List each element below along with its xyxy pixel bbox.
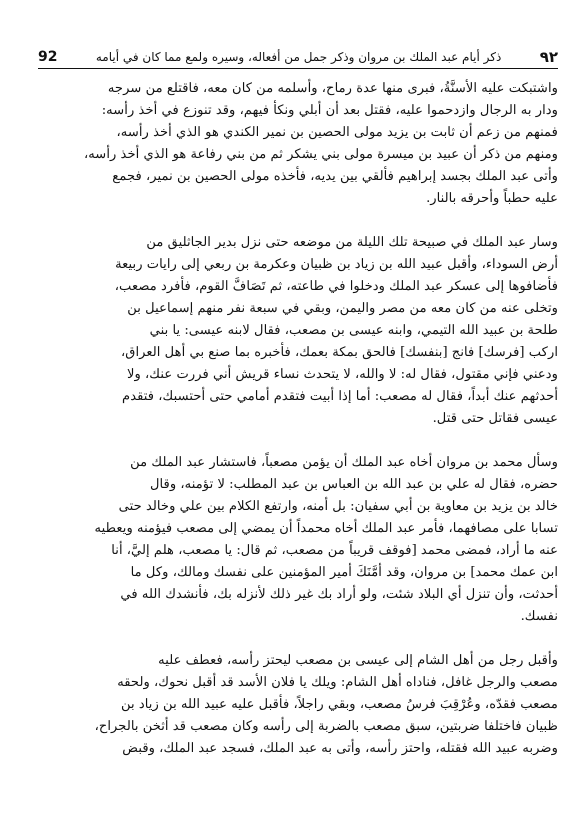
paragraph: وسأل محمد بن مروان أخاه عبد الملك أن يؤمن مصعباً، فاستشار عبد الملك من حضره، فقال له علي بن عبد الله بن العباس بن عبد المطلب: لا تؤمنه، وقال خالد بن يزيد بن معاوية بن أبي سفيان: بل أمنه، وارتفع الكلام بين علي وخالد حتى تسابا على مصافهما، فأمر عبد الملك أخاه محمداً أن يمضي إلى مصعب فيؤمنه ويعطيه عنه ما أراد، فمضى محمد [فوقف قريباً من مصعب، ثم قال: يا مصعب، هلم إليَّ، أنا ابن عمك محمد] بن مروان، وقد أمَّنَكَ أمير المؤمنين على نفسك ومالك، وكل ما أحدثت، وأن تنزل أي البلاد شئت، ولو أراد بك غير ذلك لأنزله بك، فأنشدك الله في نفسك. xyxy=(94,455,558,624)
paragraph: وسار عبد الملك في صبيحة تلك الليلة من موضعه حتى نزل بدير الجاثليق من أرض السوداء، وأقبل عبيد الله بن زياد بن ظبيان وعكرمة بن ربعي إلى رايات ربيعة فأضافوها إلى عسكر عبد الملك ودخلوا في طاعته، ثم تَصَافَّ القوم، فأفرد مصعب، وتخلى عنه من كان معه من مصر واليمن، وبقي في سبعة نفر منهم إسماعيل بن طلحة بن عبيد الله التيمي، وابنه عيسى بن مصعب، فقال لابنه عيسى: يا بني اركب [فرسك] فانج [بنفسك] فالحق بمكة بعمك، فأخبره بما صنع بي أهل العراق، ودعني فإني مقتول، فقال له: لا والله، لا يتحدث نساء قريش أني فررت عنك، ولا أحدثهم عنك أبداً، فقال له مصعب: أما إذا أبيت فتقدم أمامي حتى أحتسبك، فتقدم عيسى فقاتل حتى قتل. xyxy=(114,235,558,426)
running-title: ذكر أيام عبد الملك بن مروان وذكر جمل من أفعاله، وسيره ولمع مما كان في أيامه xyxy=(95,50,502,64)
paragraph: وأقبل رجل من أهل الشام إلى عيسى بن مصعب ليحتز رأسه، فعطف عليه مصعب والرجل غافل، فناداه أهل الشام: ويلك يا فلان الأسد قد أقبل نحوك، ولحقه مصعب فقدّه، وعُرْقِبَ فرسُ مصعب، وبقي راجلاً، فأقبل عليه عبيد الله بن زياد بن ظبيان فاختلفا ضربتين، سبق مصعب بالضربة إلى رأسه وكان مصعب قد أثخن بالجراح، وضربه عبيد الله فقتله، واحتز رأسه، وأتى به عبد الملك، فسجد عبد الملك، وقبض xyxy=(94,653,558,756)
running-header xyxy=(38,40,558,66)
header-divider xyxy=(38,68,558,69)
page-number-latin: 92 xyxy=(38,49,58,65)
body-text xyxy=(38,78,558,760)
paragraph: واشتبكت عليه الأسنَّةُ، فبرى منها عدة رماح، وأسلمه من كان معه، فاقتلع من سرجه ودار به الرجال وازدحموا عليه، فقتل بعد أن أبلي ونكأ فيهم، وقد تنوزع في أخذ رأسه: فمنهم من زعم أن ثابت بن يزيد مولى الحصين بن نمير الكندي هو الذي أخذ رأسه، ومنهم من ذكر أن عبيد بن ميسرة مولى بني يشكر ثم من بني رفاعة هو الذي أخذ رأسه، وأتى عبد الملك بجسد إبراهيم فألقي بين يديه، فأخذه مولى الحصين بن نمير، فجمع عليه حطباً وأحرقه بالنار. xyxy=(83,81,558,206)
page-number-arabic: ٩٢ xyxy=(539,48,558,66)
